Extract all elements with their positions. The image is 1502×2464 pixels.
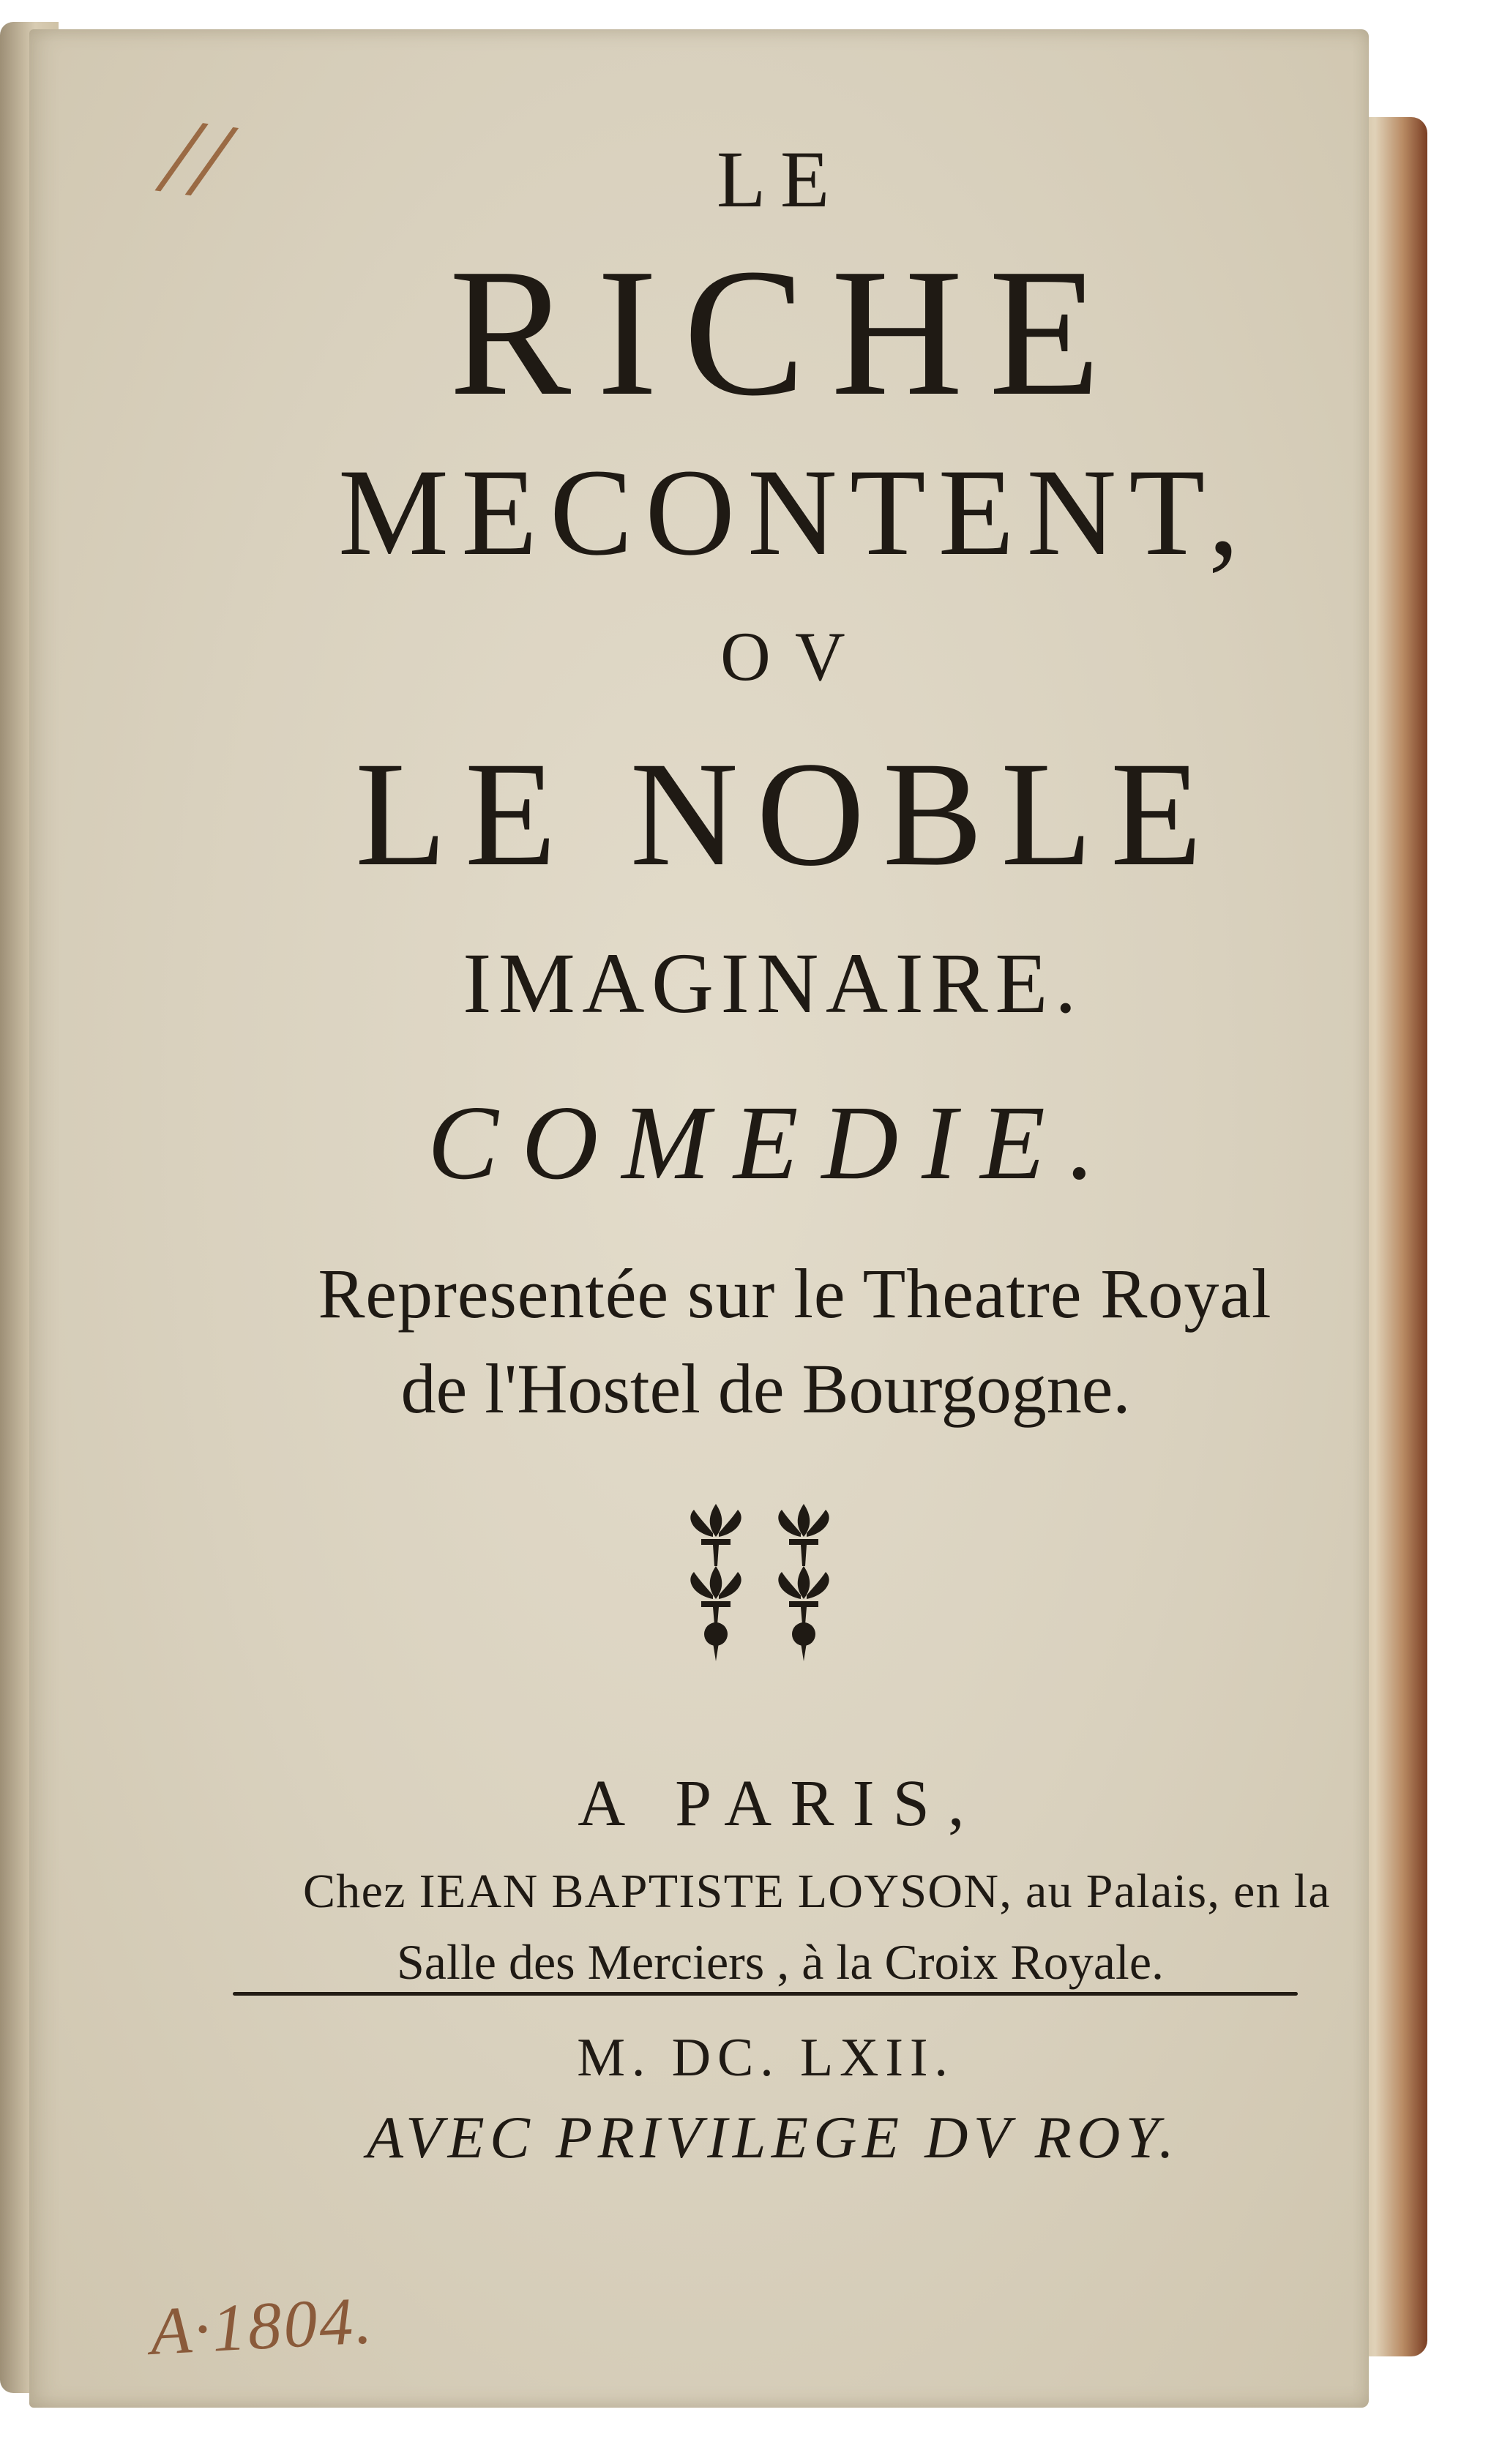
horizontal-rule bbox=[233, 1992, 1298, 1996]
performance-line-1: Representée sur le Theatre Royal bbox=[318, 1254, 1272, 1333]
privilege-line: AVEC PRIVILEGE DV ROY. bbox=[366, 2104, 1180, 2171]
imprint-city: A PARIS, bbox=[578, 1767, 983, 1840]
genre-comedie: COMEDIE. bbox=[427, 1085, 1118, 1202]
title-line-ov: OV bbox=[720, 618, 870, 695]
fleur-de-lis-icon bbox=[672, 1497, 848, 1665]
title-line-le-noble: LE NOBLE bbox=[355, 731, 1220, 897]
imprint-line-2: Salle des Merciers , à la Croix Royale. bbox=[396, 1934, 1165, 1990]
shelfmark-annotation: A·1804. bbox=[148, 2283, 376, 2369]
top-ink-mark: // bbox=[156, 94, 234, 222]
imprint-year: M. DC. LXII. bbox=[577, 2028, 954, 2088]
title-line-mecontent: MECONTENT, bbox=[337, 443, 1252, 581]
title-line-le: LE bbox=[717, 135, 844, 224]
title-line-riche: RICHE bbox=[449, 231, 1126, 434]
title-line-imaginaire: IMAGINAIRE. bbox=[463, 935, 1083, 1031]
imprint-line-1: Chez IEAN BAPTISTE LOYSON, au Palais, en la bbox=[302, 1865, 1331, 1918]
performance-line-2: de l'Hostel de Bourgogne. bbox=[400, 1349, 1131, 1428]
